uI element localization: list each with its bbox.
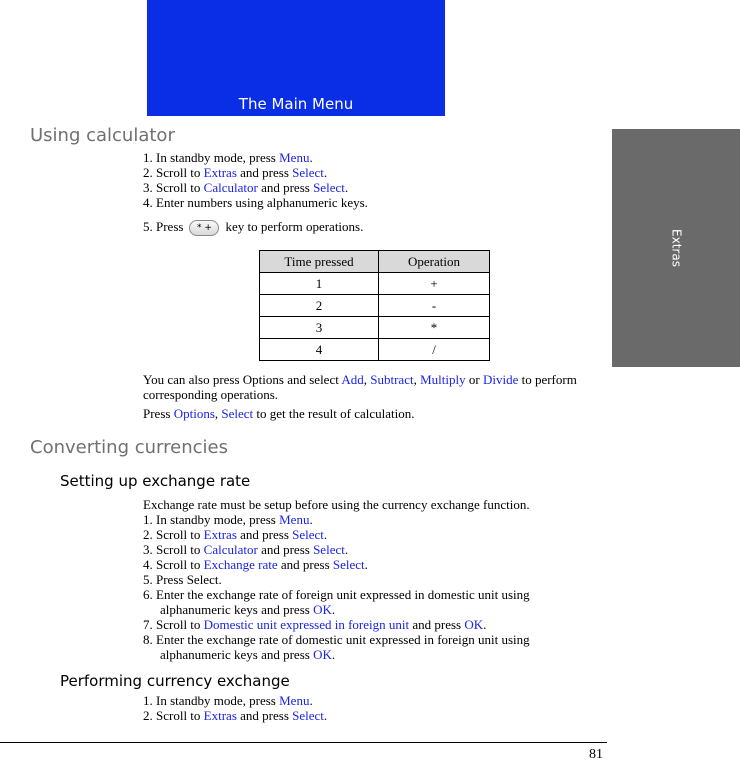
calc-step-4: 4. Enter numbers using alphanumeric keys. — [143, 195, 368, 210]
extras-side-tab — [612, 129, 740, 367]
perform-step-2 — [143, 708, 603, 723]
text: and press — [409, 617, 465, 632]
setup-step-3 — [143, 542, 603, 557]
exchange-setup-steps — [143, 497, 603, 662]
text: . — [323, 527, 328, 542]
link-calculator: Calculator — [203, 542, 258, 557]
link-add: Add — [341, 372, 364, 387]
link-select: Select — [313, 542, 345, 557]
text: . — [344, 542, 349, 557]
heading-converting-currencies: Converting currencies — [30, 437, 228, 458]
footer-divider — [0, 742, 607, 743]
col-header-time-pressed: Time pressed — [260, 251, 379, 273]
table-row — [260, 339, 490, 361]
setup-step-7 — [143, 617, 603, 632]
table-cell: 1 — [260, 273, 379, 295]
link-calculator: Calculator — [203, 180, 258, 195]
text: alphanumeric keys and press — [160, 647, 314, 662]
text: 4. Scroll to — [143, 557, 204, 572]
calc-result-paragraph — [143, 406, 603, 421]
calc-also-paragraph — [143, 372, 603, 402]
link-menu: Menu — [279, 512, 310, 527]
link-ok: OK — [313, 647, 332, 662]
text: . — [331, 602, 336, 617]
text: and press — [277, 557, 333, 572]
text: to get the result of calculation. — [253, 406, 415, 421]
link-ok: OK — [313, 602, 332, 617]
text: 7. Scroll to — [143, 617, 204, 632]
text: and select — [283, 372, 342, 387]
text: , — [363, 372, 371, 387]
text: 2. Scroll to — [143, 708, 204, 723]
link-multiply: Multiply — [420, 372, 466, 387]
subheading-setting-up-exchange-rate: Setting up exchange rate — [60, 472, 251, 490]
star-plus-key-icon: * + — [189, 220, 219, 236]
text: . — [309, 150, 313, 165]
text: to perform corresponding operations. — [143, 372, 577, 402]
heading-using-calculator: Using calculator — [30, 125, 175, 146]
text: . — [309, 512, 313, 527]
calc-step-3 — [143, 180, 603, 195]
text: alphanumeric keys and press — [160, 602, 314, 617]
text: . — [364, 557, 368, 572]
text: and press — [236, 708, 293, 723]
setup-step-5: 5. Press Select. — [143, 572, 222, 587]
link-divide: Divide — [482, 372, 519, 387]
perform-steps — [143, 693, 603, 723]
text: and press — [257, 180, 314, 195]
table-row — [260, 273, 490, 295]
text: You can also press — [143, 372, 243, 387]
link-select: Select — [292, 165, 324, 180]
link-extras: Extras — [203, 708, 237, 723]
setup-step-6: 6. Enter the exchange rate of foreign unit expressed in domestic unit using — [143, 587, 530, 602]
link-options: Options — [173, 406, 215, 421]
link-menu: Menu — [279, 693, 310, 708]
text: 5. Press — [143, 219, 184, 234]
link-select: Select — [332, 557, 365, 572]
link-select: Select — [292, 527, 324, 542]
text: 2. Scroll to — [143, 165, 204, 180]
text: and press — [257, 542, 314, 557]
text: . — [323, 165, 328, 180]
banner-title: The Main Menu — [238, 95, 354, 113]
setup-step-6-cont — [143, 602, 603, 617]
text: Press — [143, 406, 174, 421]
main-menu-banner — [147, 0, 445, 116]
text: or — [465, 372, 483, 387]
calc-step-5 — [143, 219, 603, 236]
table-header-row — [260, 251, 490, 273]
perform-step-1 — [143, 693, 603, 708]
text: 2. Scroll to — [143, 527, 204, 542]
text: 3. Scroll to — [143, 542, 204, 557]
text: key to perform operations. — [225, 219, 364, 234]
table-cell: 2 — [260, 295, 379, 317]
text: 1. In standby mode, press — [143, 512, 280, 527]
text: . — [344, 180, 349, 195]
text: and press — [236, 165, 293, 180]
table-cell: 3 — [260, 317, 379, 339]
setup-step-8-cont — [143, 647, 603, 662]
link-extras: Extras — [203, 527, 237, 542]
calc-step-1 — [143, 150, 603, 165]
setup-step-2 — [143, 527, 603, 542]
text: . — [323, 708, 328, 723]
calc-step-2 — [143, 165, 603, 180]
table-cell: / — [379, 339, 490, 361]
link-exchange-rate: Exchange rate — [203, 557, 278, 572]
link-subtract: Subtract — [370, 372, 414, 387]
col-header-operation: Operation — [379, 251, 490, 273]
setup-intro: Exchange rate must be setup before using the currency exchange function. — [143, 497, 530, 512]
table-cell: * — [379, 317, 490, 339]
text: and press — [236, 527, 293, 542]
setup-step-1 — [143, 512, 603, 527]
link-extras: Extras — [203, 165, 237, 180]
table-row — [260, 295, 490, 317]
link-select: Select — [292, 708, 324, 723]
link-ok: OK — [464, 617, 484, 632]
link-select: Select — [221, 406, 254, 421]
table-cell: 4 — [260, 339, 379, 361]
setup-step-4 — [143, 557, 603, 572]
table-cell: - — [379, 295, 490, 317]
setup-step-8: 8. Enter the exchange rate of domestic unit expressed in foreign unit using — [143, 632, 530, 647]
calculator-steps — [143, 150, 603, 210]
subheading-performing-currency-exchange: Performing currency exchange — [60, 672, 290, 690]
options-label: Options — [242, 372, 284, 387]
text: . — [483, 617, 487, 632]
text: 1. In standby mode, press — [143, 150, 280, 165]
text: , — [214, 406, 222, 421]
side-tab-label: Extras — [669, 229, 684, 267]
table-cell: + — [379, 273, 490, 295]
text: . — [331, 647, 336, 662]
link-select: Select — [313, 180, 345, 195]
page-number: 81 — [589, 747, 603, 762]
table-row — [260, 317, 490, 339]
link-menu: Menu — [279, 150, 310, 165]
operations-table — [259, 250, 490, 361]
text: 1. In standby mode, press — [143, 693, 280, 708]
text: 3. Scroll to — [143, 180, 204, 195]
text: . — [309, 693, 313, 708]
text: , — [413, 372, 421, 387]
link-domestic-unit: Domestic unit expressed in foreign unit — [203, 617, 410, 632]
